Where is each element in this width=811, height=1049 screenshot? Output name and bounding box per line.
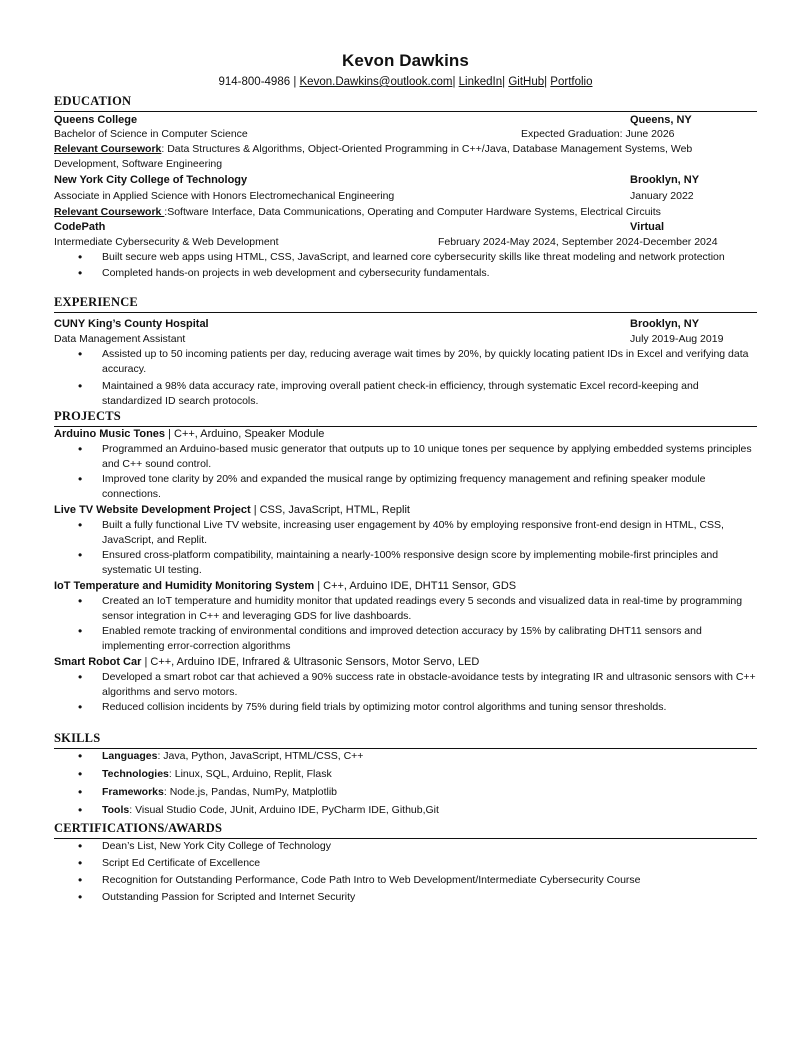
experience-bullets bbox=[54, 347, 757, 409]
skill-value: : Node.js, Pandas, NumPy, Matplotlib bbox=[163, 786, 338, 798]
bullet-item: • Assisted up to 50 incoming patients per day, reducing average wait times by 20%, by quickly locating patient IDs in Excel and verifying data accuracy. bbox=[54, 347, 757, 377]
coursework-citytech bbox=[54, 205, 757, 220]
organization-location: Brooklyn, NY bbox=[630, 318, 700, 330]
program: Intermediate Cybersecurity & Web Development bbox=[54, 236, 279, 248]
project-name: Arduino Music Tones bbox=[54, 428, 166, 440]
project-tech: | C++, Arduino IDE, Infrared & Ultrasonic Sensors, Motor Servo, LED bbox=[141, 656, 480, 668]
skill-value: : Java, Python, JavaScript, HTML/CSS, C++ bbox=[157, 750, 364, 762]
bullet-item: • Improved tone clarity by 20% and expanded the musical range by optimizing frequency management and refining speaker module connections. bbox=[54, 472, 757, 502]
section-title-projects: PROJECTS bbox=[54, 409, 757, 427]
project-name: Smart Robot Car bbox=[54, 656, 142, 668]
bullet-item: • Ensured cross-platform compatibility, maintaining a nearly-100% responsive design score by implementing mobile-first principles and systematic UI testing. bbox=[54, 548, 757, 578]
degree: Bachelor of Science in Computer Science bbox=[54, 128, 248, 140]
project-tech: | C++, Arduino, Speaker Module bbox=[165, 428, 325, 440]
certification-item: • Outstanding Passion for Scripted and Internet Security bbox=[54, 890, 757, 905]
education-entry-queens bbox=[54, 113, 757, 128]
certification-item: • Script Ed Certificate of Excellence bbox=[54, 856, 757, 871]
skill-item bbox=[54, 803, 757, 818]
section-title-experience: EXPERIENCE bbox=[54, 295, 757, 313]
education-entry-citytech bbox=[54, 173, 757, 188]
coursework-queens bbox=[54, 142, 754, 172]
separator: | bbox=[290, 76, 300, 88]
bullet-item: • Created an IoT temperature and humidity monitor that updated readings every 5 seconds and visualized data in real-time by programming sensor integration in C++ and leveraging GDS for live dashboards. bbox=[54, 594, 757, 624]
project-bullets bbox=[54, 442, 757, 502]
section-title-education: EDUCATION bbox=[54, 94, 757, 112]
candidate-name: Kevon Dawkins bbox=[342, 51, 469, 70]
codepath-bullets bbox=[54, 250, 757, 281]
school-name: CodePath bbox=[54, 221, 106, 233]
linkedin-link[interactable]: LinkedIn bbox=[458, 76, 503, 88]
graduation-date: January 2022 bbox=[630, 190, 694, 202]
degree-row bbox=[54, 127, 757, 142]
skill-label: Languages bbox=[102, 750, 158, 762]
skill-value: : Linux, SQL, Arduino, Replit, Flask bbox=[168, 768, 332, 780]
project-title-row bbox=[54, 503, 757, 518]
degree: Associate in Applied Science with Honors Electromechanical Engineering bbox=[54, 190, 395, 202]
project-bullets bbox=[54, 594, 757, 654]
github-link[interactable]: GitHub bbox=[508, 76, 545, 88]
coursework-list: :Software Interface, Data Communications, Operating and Computer Hardware Systems, Electrical Circuits bbox=[164, 206, 661, 218]
skills-list bbox=[54, 749, 757, 818]
project-title-row bbox=[54, 427, 757, 442]
school-location: Queens, NY bbox=[630, 114, 692, 126]
section-title-certifications: CERTIFICATIONS/AWARDS bbox=[54, 821, 757, 839]
separator: | bbox=[502, 76, 509, 88]
bullet-item: • Built secure web apps using HTML, CSS, JavaScript, and learned core cybersecurity skills like threat modeling and network protection bbox=[54, 250, 757, 265]
coursework-label: Relevant Coursework bbox=[54, 143, 162, 155]
role-row bbox=[54, 332, 757, 347]
project-title-row bbox=[54, 655, 757, 670]
project-bullets bbox=[54, 518, 757, 578]
school-location: Virtual bbox=[630, 221, 665, 233]
skill-label: Technologies bbox=[102, 768, 169, 780]
skill-item bbox=[54, 785, 757, 800]
bullet-item: • Maintained a 98% data accuracy rate, improving overall patient check-in efficiency, through systematic Excel record-keeping and standardized ID search protocols. bbox=[54, 379, 757, 409]
role-dates: July 2019-Aug 2019 bbox=[630, 333, 724, 345]
separator: | bbox=[452, 76, 459, 88]
bullet-item: • Programmed an Arduino-based music generator that outputs up to 10 unique tones per sequence by applying embedded systems principles and C++ sound control. bbox=[54, 442, 757, 472]
bullet-item: • Completed hands-on projects in web development and cybersecurity fundamentals. bbox=[54, 266, 757, 281]
school-location: Brooklyn, NY bbox=[630, 174, 700, 186]
skill-label: Tools bbox=[102, 804, 130, 816]
coursework-list: : Data Structures & Algorithms, Object-Oriented Programming in C++/Java, Database Management Systems, Web Development, Software Engineering bbox=[54, 143, 693, 170]
degree-row bbox=[54, 235, 757, 250]
portfolio-link[interactable]: Portfolio bbox=[550, 76, 593, 88]
role: Data Management Assistant bbox=[54, 333, 186, 345]
organization: CUNY King’s County Hospital bbox=[54, 318, 209, 330]
phone-number: 914-800-4986 bbox=[218, 76, 291, 88]
skill-value: : Visual Studio Code, JUnit, Arduino IDE, PyCharm IDE, Github,Git bbox=[129, 804, 439, 816]
education-entry-codepath bbox=[54, 220, 757, 235]
project-name: Live TV Website Development Project bbox=[54, 504, 251, 516]
school-name: New York City College of Technology bbox=[54, 174, 248, 186]
project-bullets bbox=[54, 670, 757, 715]
certification-item: • Recognition for Outstanding Performance, Code Path Intro to Web Development/Intermediate Cybersecurity Course bbox=[54, 873, 757, 888]
graduation-date: Expected Graduation: June 2026 bbox=[521, 128, 675, 140]
certification-item: • Dean’s List, New York City College of Technology bbox=[54, 839, 757, 854]
bullet-item: • Developed a smart robot car that achieved a 90% success rate in obstacle-avoidance tests by integrating IR and ultrasonic sensors with C++ algorithms and servo motors. bbox=[54, 670, 757, 700]
skill-label: Frameworks bbox=[102, 786, 164, 798]
separator: | bbox=[544, 76, 551, 88]
project-title-row bbox=[54, 579, 757, 594]
bullet-item: • Enabled remote tracking of environmental conditions and improved detection accuracy by 15% by calibrating DHT11 sensors and implementing error-correction algorithms bbox=[54, 624, 757, 654]
email-link[interactable]: Kevon.Dawkins@outlook.com bbox=[299, 76, 453, 88]
program-dates: February 2024-May 2024, September 2024-December 2024 bbox=[438, 236, 718, 248]
contact-line bbox=[54, 76, 757, 88]
degree-row bbox=[54, 189, 757, 204]
project-name: IoT Temperature and Humidity Monitoring System bbox=[54, 580, 315, 592]
bullet-item: • Reduced collision incidents by 75% during field trials by optimizing motor control algorithms and tuning sensor thresholds. bbox=[54, 700, 757, 715]
skill-item bbox=[54, 767, 757, 782]
coursework-label: Relevant Coursework bbox=[54, 206, 165, 218]
project-tech: | C++, Arduino IDE, DHT11 Sensor, GDS bbox=[314, 580, 517, 592]
certifications-list bbox=[54, 839, 757, 905]
skill-item bbox=[54, 749, 757, 764]
section-title-skills: SKILLS bbox=[54, 731, 757, 749]
school-name: Queens College bbox=[54, 114, 138, 126]
experience-entry bbox=[54, 317, 757, 332]
bullet-item: • Built a fully functional Live TV website, increasing user engagement by 40% by employing responsive front-end design in HTML, CSS, JavaScript, and Replit. bbox=[54, 518, 757, 548]
project-tech: | CSS, JavaScript, HTML, Replit bbox=[250, 504, 410, 516]
